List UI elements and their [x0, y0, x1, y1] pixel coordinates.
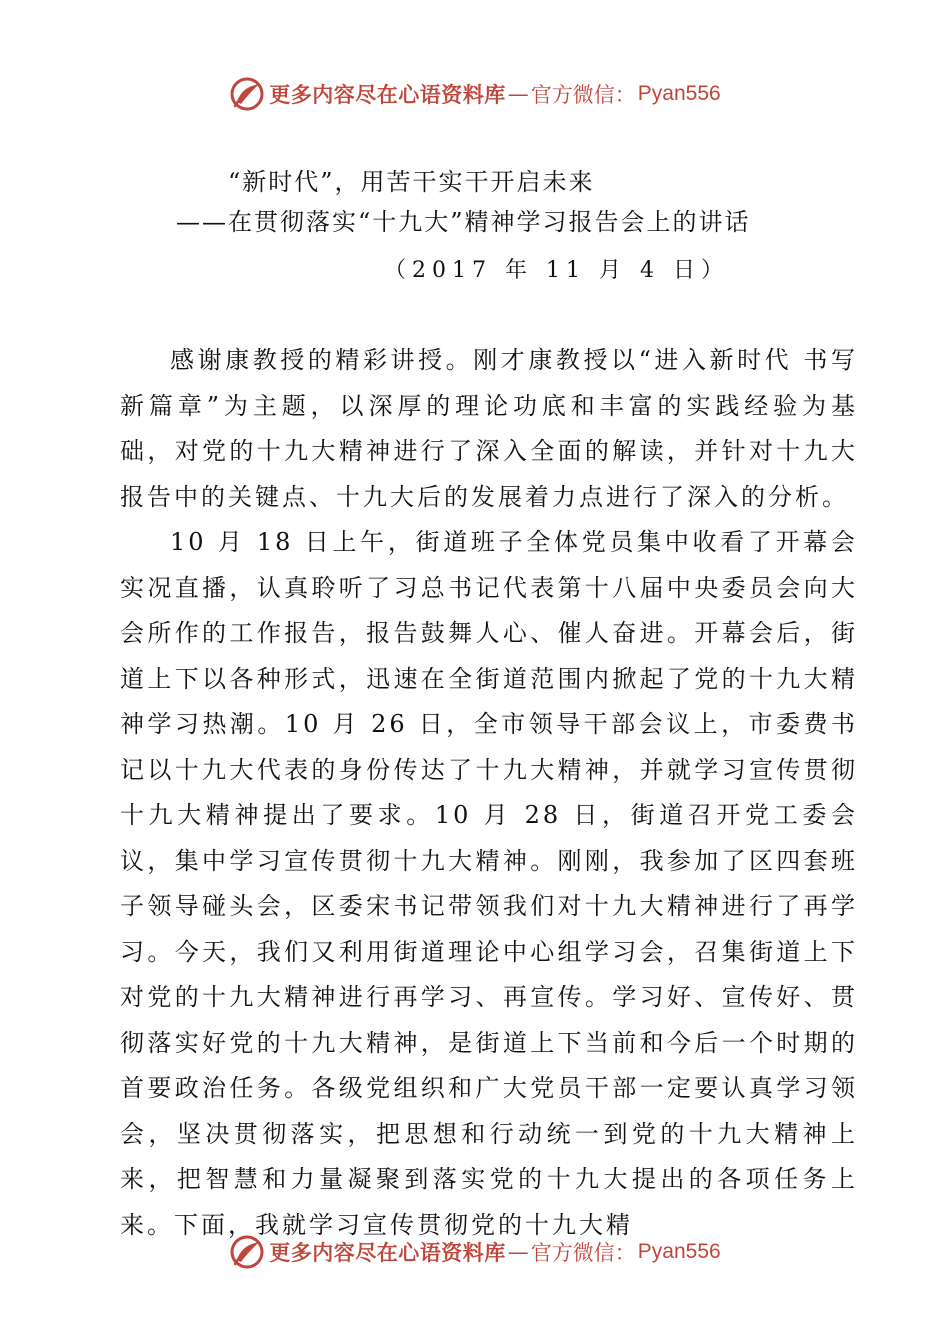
- watermark-separator: —: [507, 82, 529, 106]
- footer-watermark: [0, 1232, 950, 1272]
- brand-logo-icon: [229, 76, 265, 112]
- document-date: （2017 年 11 月 4 日）: [384, 258, 729, 283]
- document-subtitle: ——在贯彻落实“十九大”精神学习报告会上的讲话: [176, 208, 751, 236]
- watermark-wechat-id: Pyan556: [637, 1240, 721, 1263]
- watermark-promo: 更多内容尽在心语资料库: [269, 1241, 506, 1265]
- document-body: [120, 338, 858, 1248]
- watermark-promo: 更多内容尽在心语资料库: [269, 83, 506, 107]
- paragraph-2: 10 月 18 日上午，街道班子全体党员集中收看了开幕会实况直播，认真聆听了习总书记代表第十八届中央委员会向大会所作的工作报告，报告鼓舞人心、催人奋进。开幕会后，街道上下以各种形式，迅速在全街道范围内掀起了党的十九大精神学习热潮。10 月 26 日，全市领导干部会议上，市委费书记以十九大代表的身份传达了十九大精神，并就学习宣传贯彻十九大精神提出了要求。10 月 28 日，街道召开党工委会议，集中学习宣传贯彻十九大精神。刚刚，我参加了区四套班子领导碰头会，区委宋书记带领我们对十九大精神进行了再学习。今天，我们又利用街道理论中心组学习会，召集街道上下对党的十九大精神进行再学习、再宣传。学习好、宣传好、贯彻落实好党的十九大精神，是街道上下当前和今后一个时期的首要政治任务。各级党组织和广大党员干部一定要认真学习领会，坚决贯彻落实，把思想和行动统一到党的十九大精神上来，把智慧和力量凝聚到落实党的十九大提出的各项任务上来。下面，我就学习宣传贯彻党的十九大精: [120, 528, 858, 1239]
- watermark-wechat-label: 官方微信：: [530, 83, 636, 107]
- watermark-wechat-id: Pyan556: [637, 82, 721, 105]
- brand-logo-icon: [229, 1234, 265, 1270]
- watermark-wechat-label: 官方微信：: [530, 1241, 636, 1265]
- header-watermark: [0, 74, 950, 114]
- paragraph-1: 感谢康教授的精彩讲授。刚才康教授以“进入新时代 书写新篇章”为主题，以深厚的理论功底和丰富的实践经验为基础，对党的十九大精神进行了深入全面的解读，并针对十九大报告中的关键点、十九大后的发展着力点进行了深入的分析。: [120, 346, 858, 511]
- document-title: “新时代”，用苦干实干开启未来: [228, 168, 595, 196]
- watermark-separator: —: [507, 1240, 529, 1264]
